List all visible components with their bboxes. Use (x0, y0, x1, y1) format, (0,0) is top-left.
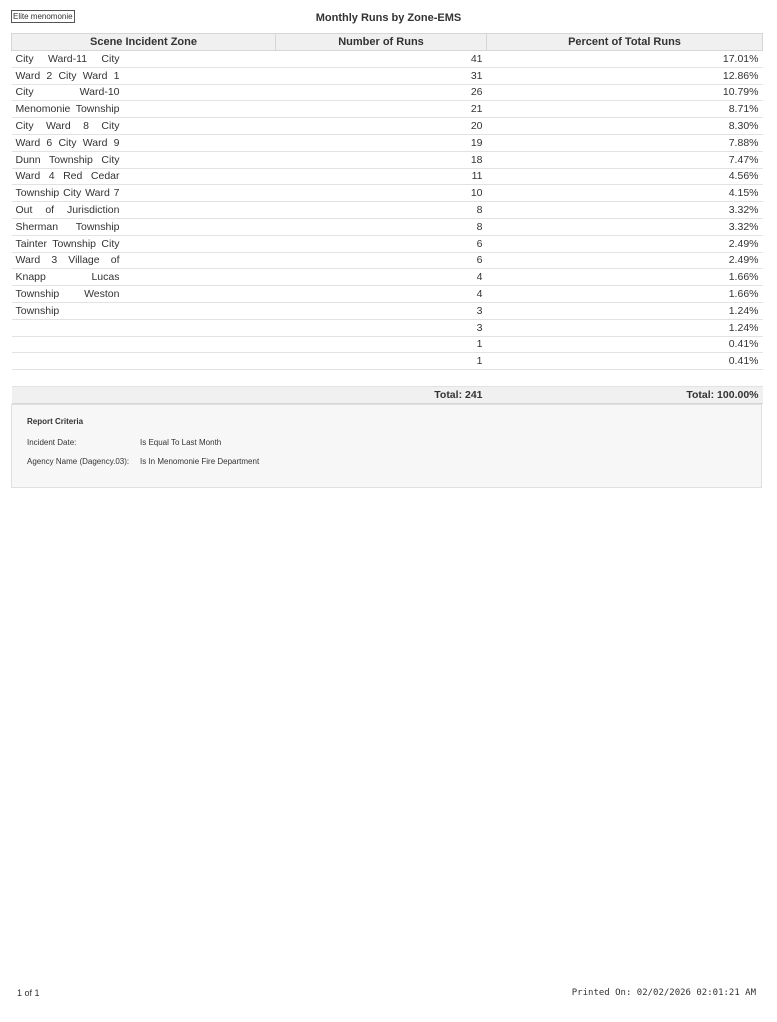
table-row (12, 269, 763, 286)
percent-cell: 1.24% (487, 319, 763, 336)
table-row (12, 302, 763, 319)
zone-text: Dunn Township City (15, 153, 120, 166)
table-row (12, 118, 763, 135)
zone-text: City Ward-11 City (15, 52, 120, 65)
criteria-row (27, 438, 221, 447)
percent-cell: 17.01% (487, 51, 763, 68)
zone-text: Township (15, 304, 60, 317)
percent-cell: 8.71% (487, 101, 763, 118)
report-criteria-title: Report Criteria (27, 417, 84, 426)
zone-cell (12, 101, 276, 118)
zone-cell (12, 202, 276, 219)
table-row (12, 84, 763, 101)
runs-cell: 8 (276, 202, 487, 219)
criteria-value: Is Equal To Last Month (140, 438, 222, 447)
runs-cell: 19 (276, 134, 487, 151)
zone-text: Menomonie Township (15, 103, 120, 116)
total-percent: Total: 100.00% (487, 387, 763, 404)
runs-cell: 1 (276, 336, 487, 353)
percent-cell: 2.49% (487, 235, 763, 252)
zone-cell (12, 319, 276, 336)
spacer-cell (276, 370, 487, 387)
runs-cell: 21 (276, 101, 487, 118)
zone-cell (12, 269, 276, 286)
zone-text: Township City Ward 7 (15, 187, 120, 200)
table-row (12, 235, 763, 252)
table-body (12, 51, 763, 404)
table-row (12, 353, 763, 370)
zone-cell (12, 235, 276, 252)
zone-cell (12, 168, 276, 185)
column-header-runs: Number of Runs (276, 34, 487, 51)
percent-cell: 10.79% (487, 84, 763, 101)
criteria-label: Incident Date: (27, 438, 77, 447)
report-title: Monthly Runs by Zone-EMS (315, 12, 462, 24)
table-row (12, 151, 763, 168)
zone-text: City Ward-10 (15, 86, 120, 99)
report-criteria-panel (11, 404, 762, 488)
zone-text: Ward 2 City Ward 1 (15, 69, 120, 82)
runs-cell: 3 (276, 319, 487, 336)
zone-text: Sherman Township (15, 220, 120, 233)
zone-cell (12, 134, 276, 151)
runs-cell: 10 (276, 185, 487, 202)
percent-cell: 0.41% (487, 336, 763, 353)
zone-text: Township Weston (15, 288, 120, 301)
table-row (12, 185, 763, 202)
table-row (12, 202, 763, 219)
total-runs: Total: 241 (276, 387, 487, 404)
zone-text: Tainter Township City (15, 237, 120, 250)
spacer-row (12, 370, 763, 387)
runs-cell: 20 (276, 118, 487, 135)
runs-cell: 8 (276, 218, 487, 235)
runs-cell: 6 (276, 235, 487, 252)
percent-cell: 4.15% (487, 185, 763, 202)
runs-cell: 6 (276, 252, 487, 269)
runs-cell: 1 (276, 353, 487, 370)
runs-cell: 4 (276, 269, 487, 286)
zone-text: Knapp Lucas (15, 271, 120, 284)
zone-cell (12, 67, 276, 84)
runs-table (11, 33, 763, 404)
percent-cell: 3.32% (487, 202, 763, 219)
zone-cell (12, 302, 276, 319)
table-row (12, 134, 763, 151)
criteria-label: Agency Name (Dagency.03): (27, 457, 130, 466)
runs-cell: 41 (276, 51, 487, 68)
percent-cell: 7.88% (487, 134, 763, 151)
runs-cell: 18 (276, 151, 487, 168)
criteria-row (27, 457, 259, 466)
column-header-percent: Percent of Total Runs (487, 34, 763, 51)
percent-cell: 0.41% (487, 353, 763, 370)
criteria-value: Is In Menomonie Fire Department (140, 457, 260, 466)
percent-cell: 1.66% (487, 269, 763, 286)
zone-text: Ward 4 Red Cedar (15, 170, 120, 183)
percent-cell: 1.66% (487, 286, 763, 303)
spacer-cell (12, 370, 276, 387)
zone-cell (12, 118, 276, 135)
zone-cell (12, 286, 276, 303)
runs-cell: 31 (276, 67, 487, 84)
totals-empty-cell (12, 387, 276, 404)
table-row (12, 51, 763, 68)
totals-row (12, 387, 763, 404)
zone-cell (12, 185, 276, 202)
zone-cell (12, 51, 276, 68)
percent-cell: 2.49% (487, 252, 763, 269)
spacer-cell (487, 370, 763, 387)
table-row (12, 336, 763, 353)
percent-cell: 7.47% (487, 151, 763, 168)
zone-text: Ward 3 Village of (15, 254, 120, 267)
zone-cell (12, 218, 276, 235)
zone-cell (12, 252, 276, 269)
percent-cell: 4.56% (487, 168, 763, 185)
table-row (12, 101, 763, 118)
table-row (12, 286, 763, 303)
runs-cell: 11 (276, 168, 487, 185)
percent-cell: 1.24% (487, 302, 763, 319)
table-row (12, 168, 763, 185)
column-header-zone: Scene Incident Zone (12, 34, 276, 51)
zone-text: City Ward 8 City (15, 120, 120, 133)
runs-cell: 3 (276, 302, 487, 319)
table-row (12, 218, 763, 235)
runs-cell: 4 (276, 286, 487, 303)
table-header-row (12, 34, 763, 51)
table-row (12, 319, 763, 336)
zone-text: Out of Jurisdiction (15, 204, 120, 217)
runs-cell: 26 (276, 84, 487, 101)
zone-text: Ward 6 City Ward 9 (15, 136, 120, 149)
page-number: 1 of 1 (17, 988, 40, 998)
printed-on: Printed On: 02/02/2026 02:01:21 AM (571, 988, 756, 998)
percent-cell: 3.32% (487, 218, 763, 235)
zone-cell (12, 353, 276, 370)
percent-cell: 12.86% (487, 67, 763, 84)
table-row (12, 252, 763, 269)
zone-cell (12, 84, 276, 101)
table-row (12, 67, 763, 84)
zone-cell (12, 336, 276, 353)
percent-cell: 8.30% (487, 118, 763, 135)
zone-cell (12, 151, 276, 168)
logo-box: Elite menomonie (13, 12, 73, 21)
